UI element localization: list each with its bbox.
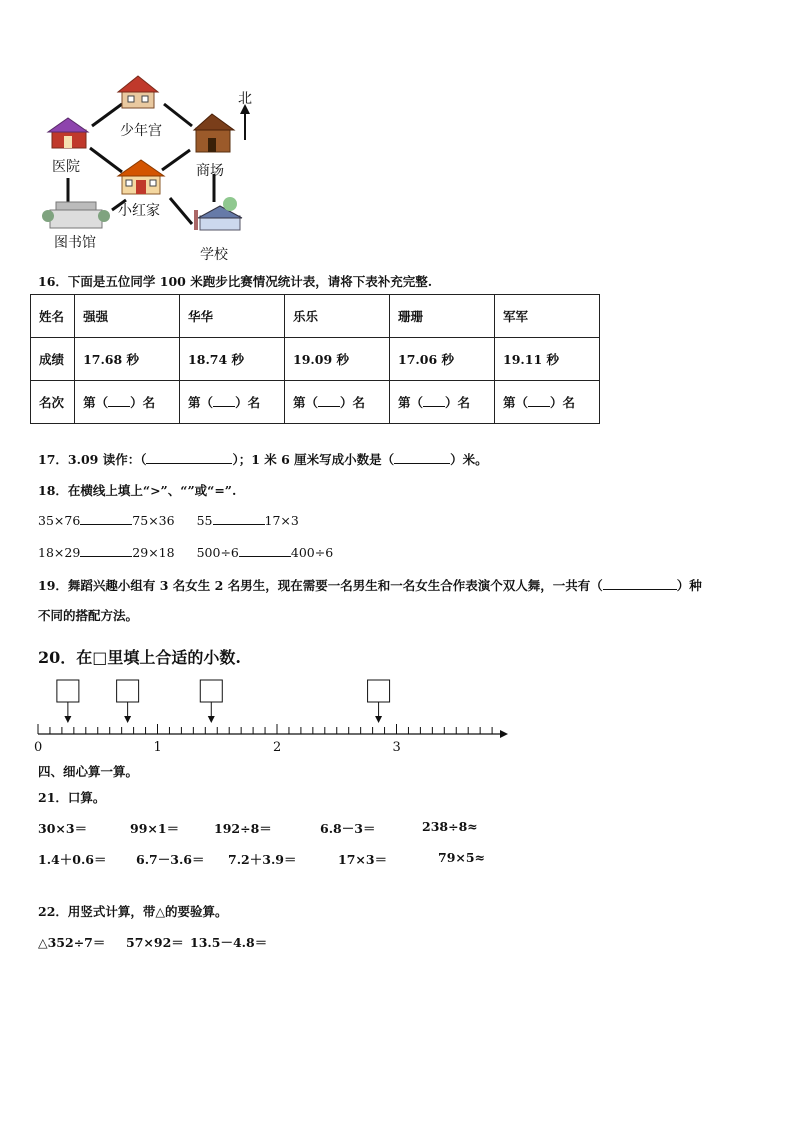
youth-palace-house-icon (118, 76, 158, 108)
school-label: 学校 (200, 247, 228, 263)
pointer-arrowhead (124, 716, 131, 723)
expr: 29×18 (132, 545, 175, 560)
expr: 75×36 (132, 513, 175, 528)
oral-calc: 30×3＝ (38, 821, 88, 836)
expr: 18×29 (38, 545, 81, 560)
rank-suffix: ）名 (340, 395, 366, 410)
q18-prompt: 18．在横线上填上“>”、“”或“=”. (38, 483, 237, 498)
q19-blank[interactable] (603, 589, 677, 590)
rank-blank[interactable] (213, 406, 235, 407)
rank-prefix: 第（ (398, 395, 424, 410)
hospital-house-icon (48, 118, 88, 148)
oral-calc: 99×1＝ (130, 821, 180, 836)
q18-line2 (38, 545, 333, 560)
youth-palace-label: 少年宫 (120, 123, 162, 139)
q19-part2: ）种 (676, 578, 702, 593)
oral-calc: 192÷8＝ (214, 821, 272, 836)
vertical-calc: 13.5－4.8＝ (190, 935, 268, 950)
home-label: 小红家 (118, 203, 160, 219)
answer-box (200, 680, 222, 702)
school-building-icon (194, 197, 242, 230)
rank-suffix: ）名 (445, 395, 471, 410)
pointer-arrowhead (375, 716, 382, 723)
answer-box (117, 680, 139, 702)
vertical-calc: △352÷7＝ (38, 935, 106, 950)
q19-question (38, 576, 702, 594)
rank-cell[interactable] (285, 381, 390, 424)
expr: 35×76 (38, 513, 81, 528)
vertical-calc: 57×92＝ (126, 935, 184, 950)
oral-calc: 6.7－3.6＝ (136, 852, 205, 867)
table-cell: 姓名 (31, 295, 75, 338)
table-cell: 名次 (31, 381, 75, 424)
rank-suffix: ）名 (235, 395, 261, 410)
q17-part3: ）米。 (450, 452, 488, 467)
table-cell: 17.06 秒 (390, 338, 495, 381)
number-line-label: 3 (392, 740, 401, 755)
table-cell: 乐乐 (285, 295, 390, 338)
mall-label: 商场 (196, 163, 224, 179)
table-cell: 18.74 秒 (180, 338, 285, 381)
table-cell: 军军 (495, 295, 600, 338)
q17-part2: ）；1 米 6 厘米写成小数是（ (232, 452, 395, 467)
table-cell: 强强 (75, 295, 180, 338)
table-row (31, 338, 600, 381)
rank-cell[interactable] (495, 381, 600, 424)
rank-cell[interactable] (180, 381, 285, 424)
compare-blank[interactable] (80, 524, 132, 525)
rank-cell[interactable] (75, 381, 180, 424)
table-cell: 19.09 秒 (285, 338, 390, 381)
oral-calc: 1.4＋0.6＝ (38, 852, 107, 867)
mall-house-icon (194, 114, 234, 152)
table-cell: 成绩 (31, 338, 75, 381)
table-cell: 华华 (180, 295, 285, 338)
rank-blank[interactable] (318, 406, 340, 407)
expr: 17×3 (264, 513, 299, 528)
map-figure (30, 70, 270, 270)
pointer-arrowhead (208, 716, 215, 723)
number-line-label: 0 (34, 740, 43, 755)
oral-calc: 6.8－3＝ (320, 821, 376, 836)
rank-blank[interactable] (528, 406, 550, 407)
rank-suffix: ）名 (550, 395, 576, 410)
q17-blank-decimal[interactable] (394, 463, 450, 464)
q22-prompt: 22．用竖式计算，带△的要验算。 (38, 904, 228, 919)
rank-cell[interactable] (390, 381, 495, 424)
q21-prompt: 21．口算。 (38, 790, 106, 805)
q19-part1: 19．舞蹈兴趣小组有 3 名女生 2 名男生，现在需要一名男生和一名女生合作表演个双人舞，一共有（ (38, 578, 603, 593)
q20-prompt: 20．在□里填上合适的小数. (38, 648, 241, 667)
section-4-heading: 四、细心算一算。 (38, 764, 139, 779)
answer-box (368, 680, 390, 702)
race-results-table (30, 294, 600, 424)
expr: 55 (196, 513, 213, 528)
number-line-arrow (500, 730, 508, 738)
number-line-label: 1 (153, 740, 162, 755)
oral-calc: 79×5≈ (438, 850, 486, 865)
oral-calc: 7.2＋3.9＝ (228, 852, 297, 867)
number-line (30, 672, 510, 762)
compare-blank[interactable] (239, 556, 291, 557)
library-label: 图书馆 (54, 235, 96, 251)
compare-blank[interactable] (213, 524, 265, 525)
rank-suffix: ）名 (130, 395, 156, 410)
rank-prefix: 第（ (188, 395, 214, 410)
answer-box (57, 680, 79, 702)
table-cell: 19.11 秒 (495, 338, 600, 381)
table-cell: 17.68 秒 (75, 338, 180, 381)
q17-part1: 17．3.09 读作：（ (38, 452, 147, 467)
table-row (31, 381, 600, 424)
number-line-label: 2 (273, 740, 282, 755)
library-building-icon (42, 202, 110, 228)
rank-blank[interactable] (108, 406, 130, 407)
number-line-svg (30, 672, 510, 762)
home-house-icon (118, 160, 164, 194)
hospital-label: 医院 (52, 159, 80, 175)
q18-line1 (38, 513, 299, 528)
rank-prefix: 第（ (83, 395, 109, 410)
oral-calc: 238÷8≈ (422, 819, 478, 834)
rank-blank[interactable] (423, 406, 445, 407)
oral-calc: 17×3＝ (338, 852, 388, 867)
rank-prefix: 第（ (293, 395, 319, 410)
q16-prompt: 16．下面是五位同学 100 米跑步比赛情况统计表，请将下表补充完整. (38, 274, 433, 289)
rank-prefix: 第（ (503, 395, 529, 410)
expr: 500÷6 (196, 545, 239, 560)
north-label: 北 (238, 91, 252, 107)
q17-blank-reading[interactable] (146, 463, 232, 464)
expr: 400÷6 (290, 545, 334, 560)
table-cell: 珊珊 (390, 295, 495, 338)
compare-blank[interactable] (80, 556, 132, 557)
table-row (31, 295, 600, 338)
q17-question (38, 450, 488, 468)
pointer-arrowhead (64, 716, 71, 723)
q19-line2: 不同的搭配方法。 (38, 608, 139, 623)
